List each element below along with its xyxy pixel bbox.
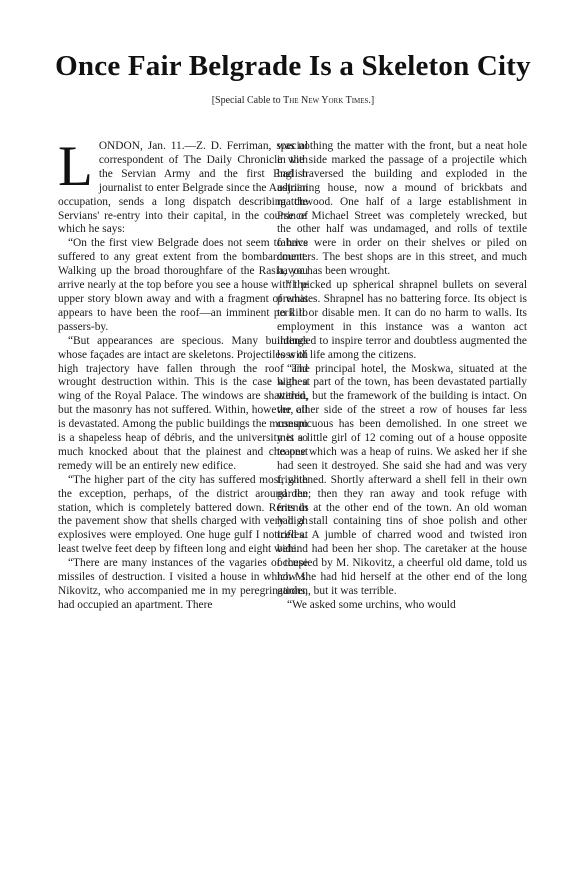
paragraph: “On the first view Belgrade does not seem to have suffered to any great extent from the bombardment. Walking up the broad thoroughfare of the Rasia, you arrive nearly at the top before you see a house with the upper story blown away and with a fragment of what appears to have been the roof—an imminent peril to passers-by.: [58, 237, 308, 333]
headline: Once Fair Belgrade Is a Skeleton City: [55, 50, 531, 82]
credit-close: .]: [368, 95, 375, 106]
cable-credit: [0, 95, 586, 106]
credit-paper-name: The New York Times: [283, 95, 369, 106]
paragraph: “There are many instances of the vagaries of these missiles of destruction. I visited a house in which M. Nikovitz, who accompanied me in my peregrinations, had occupied an apartment. There: [58, 557, 308, 611]
paragraph: “We asked some urchins, who would: [287, 598, 456, 611]
paragraph-text: ONDON, Jan. 11.—Z. D. Ferriman, special correspondent of The Daily Chronicle with the Servian Army and the first English journalist to enter Belgrade since the Austrian occupation, sends a long dispatch describing the Servians' re-entry into their capital, in the course of which he says:: [58, 140, 308, 236]
paragraph: “The higher part of the city has suffered most, with the exception, perhaps, of the district around the station, which is completely battered down. Rents in the pavement show that shells charged with very high explosives were employed. One huge gulf I noticed at least twelve feet deep by fifteen long and eight wide.: [58, 473, 308, 556]
paragraph: “But appearances are specious. Many buildings whose façades are intact are skeletons. Projectiles with high trajectory have fallen through the roof and wrought destruction within. This is the case with a wing of the Royal Palace. The windows are shattered, but the masonry has not suffered. Within, however, all is devastated. Among the public buildings the museum is a shapeless heap of débris, and the university is so much knocked about that the plainest and cheapest remedy will be an entirely new edifice.: [58, 334, 308, 472]
paragraph: [58, 135, 308, 237]
paragraph: “The principal hotel, the Moskwa, situated at the highest part of the town, has been devastated partially within, but the framework of the building is intact. On the other side of the street a row of houses far less conspicuous has been demolished. In one street we met a little girl of 12 coming out of a house opposite to one which was a heap of ruins. We asked her if she had seen it destroyed. She said she had and was very frightened. Shortly afterward a shell fell in their own garden; then they ran away and took refuge with friends at the other end of the town. An old woman had a stall containing tins of shoe polish and other trifles. A jumble of charred wood and twisted iron behind had been her shop. The caretaker at the house occupied by M. Nikovitz, a cheerful old dame, told us how she had hid herself at the other end of the long garden, but it was terrible.: [277, 362, 527, 597]
right-column: [277, 140, 527, 613]
paragraph: was nothing the matter with the front, but a neat hole in the side marked the passage of a projectile which had traversed the building and exploded in the adjoining house, now a mound of brickbats and matchwood. One half of a large establishment in Prince Michael Street was completely wrecked, but the other half was undamaged, and rolls of textile fabrics were in order on their shelves or piled on counters. The best shops are in this street, and much havoc has been wrought.: [277, 140, 527, 278]
drop-cap: L: [58, 135, 93, 198]
paragraph: “I picked up spherical shrapnel bullets on several premises. Shrapnel has no battering force. Its object is to kill or disable men. It can do no harm to walls. Its employment in this instance was a wanton act intended to inspire terror and doubtless augmented the loss of life among the citizens.: [277, 279, 527, 361]
credit-open: [Special Cable to: [211, 95, 284, 106]
left-column: [58, 135, 308, 613]
